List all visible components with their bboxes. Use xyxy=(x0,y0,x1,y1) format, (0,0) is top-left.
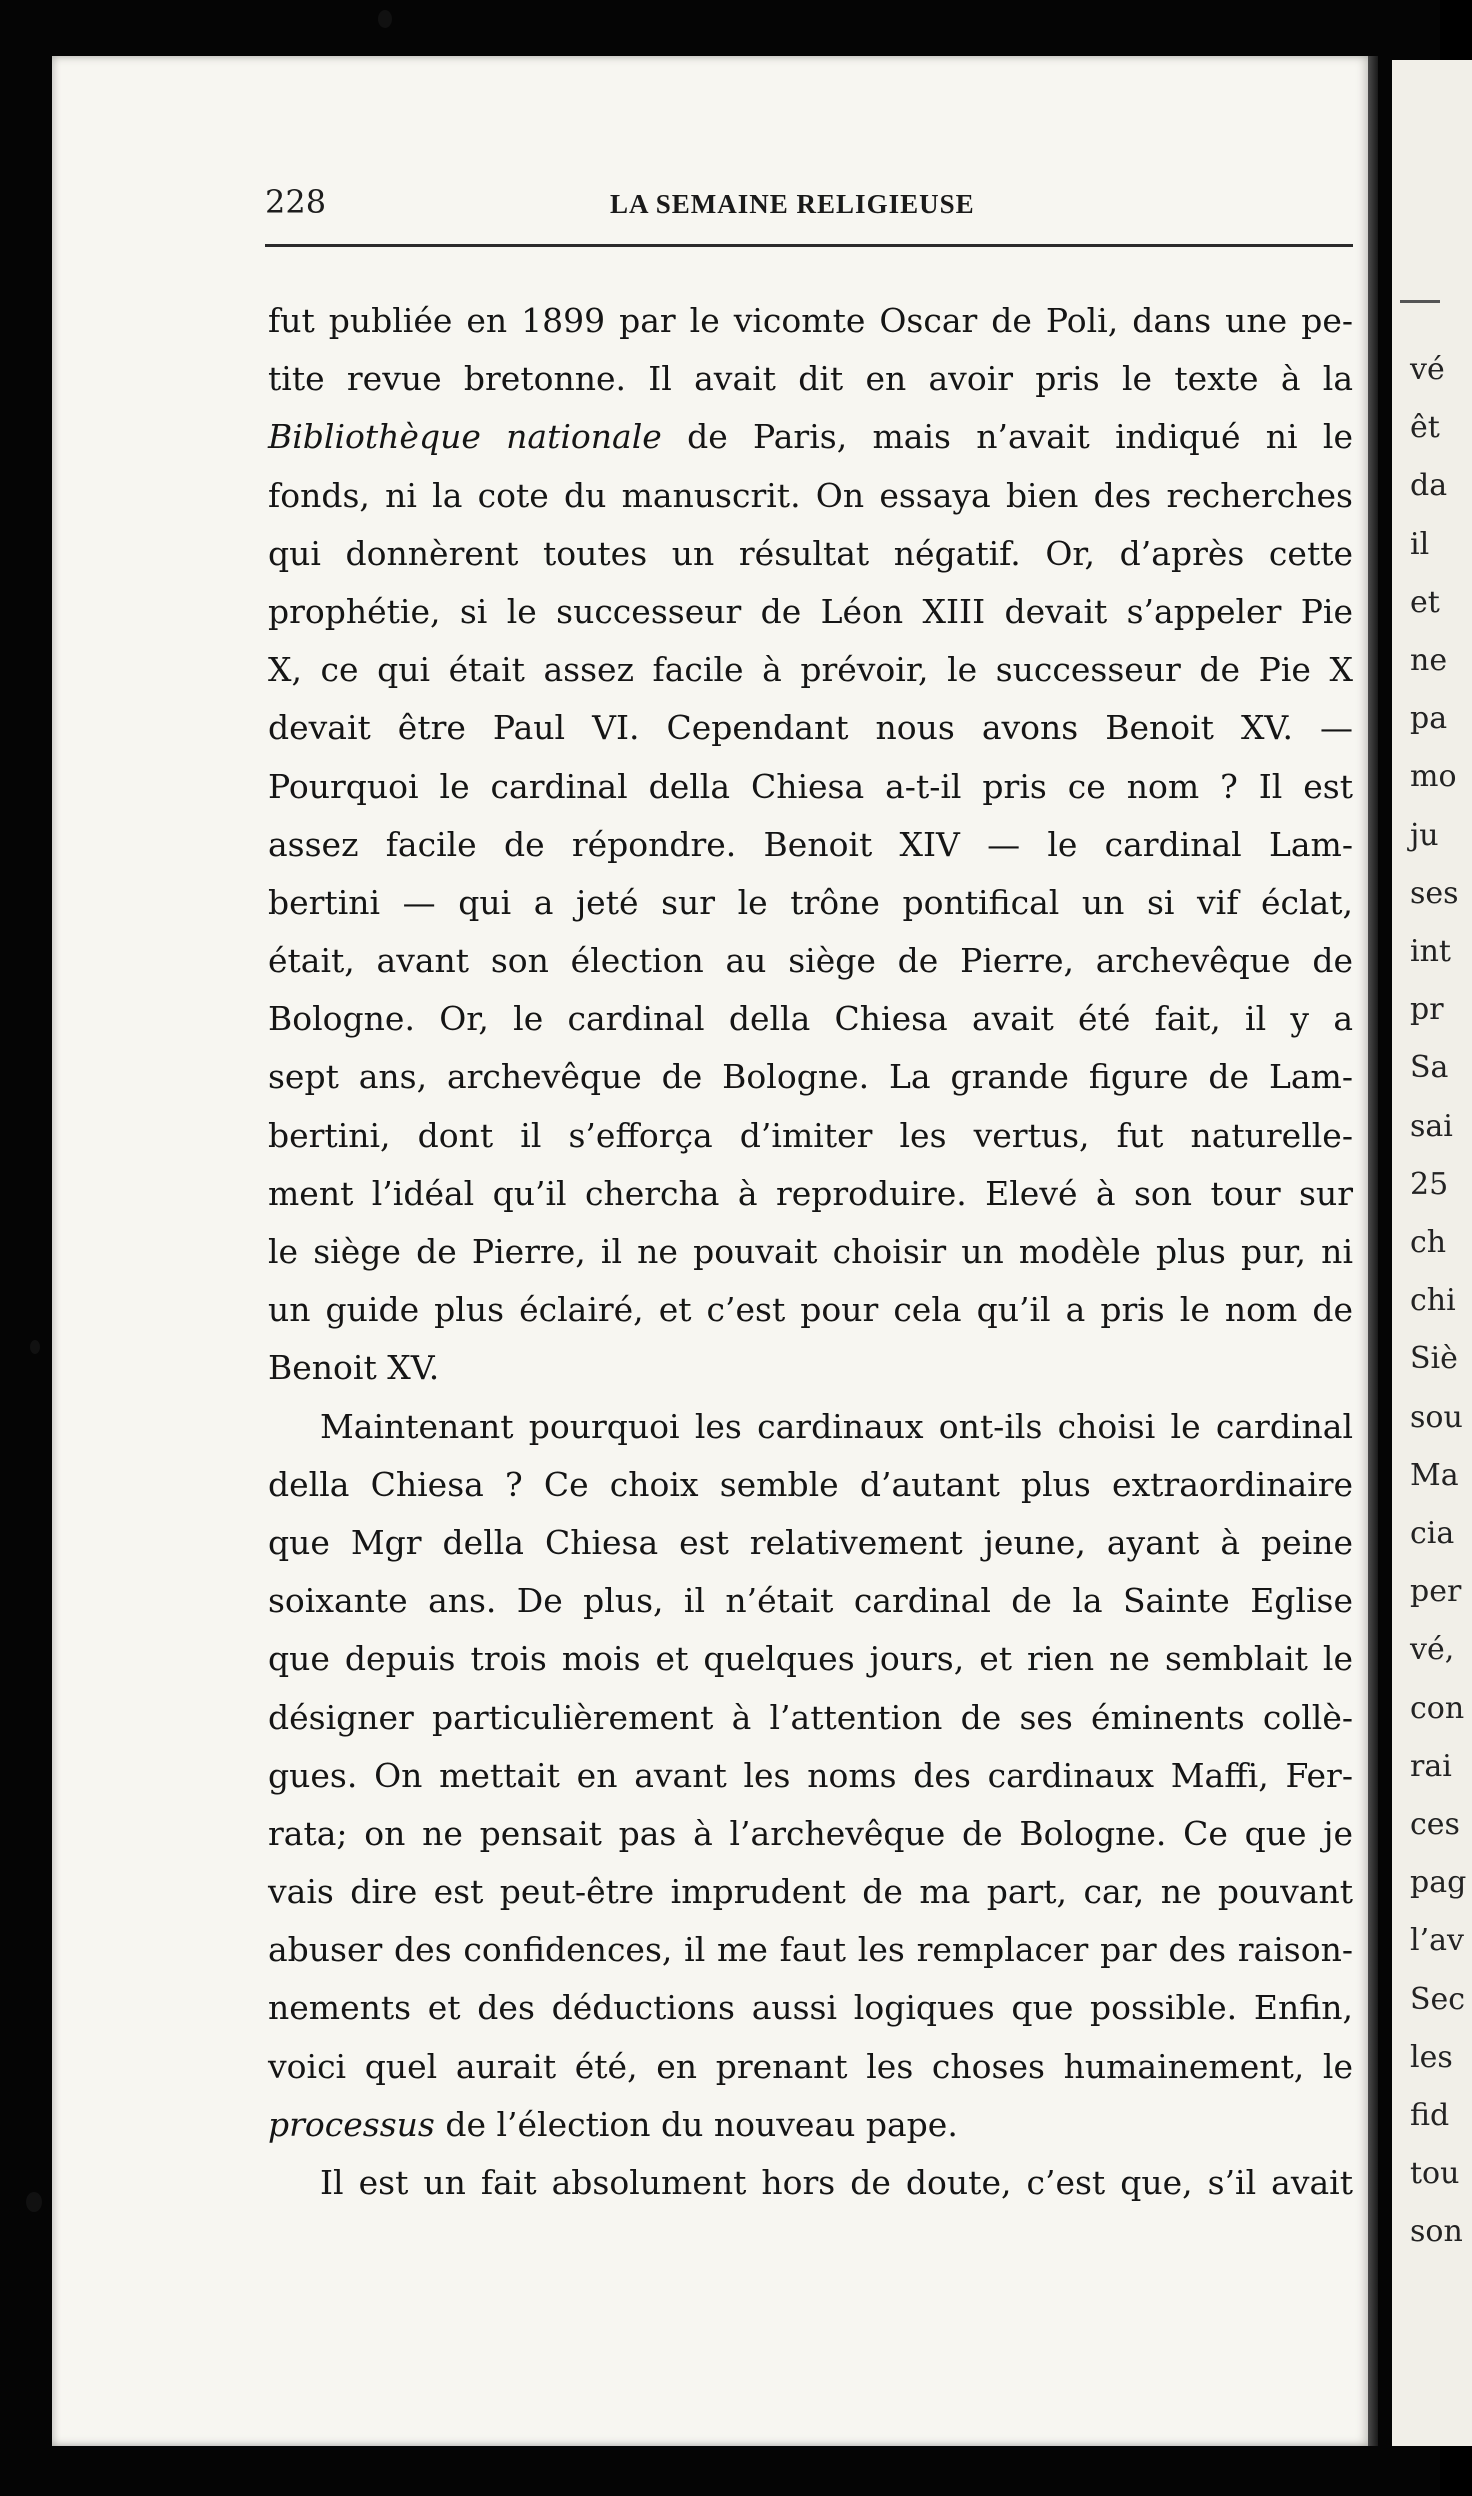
facing-page-fragment: ju xyxy=(1410,817,1439,853)
text-segment: tite revue bretonne. Il avait dit en avoir pris le texte à la xyxy=(268,359,1353,399)
text-segment: assez facile de répondre. Benoit XIV — le cardinal Lam- xyxy=(268,824,1353,864)
facing-page-fragment: rai xyxy=(1410,1748,1452,1784)
text-line xyxy=(268,1572,1353,1630)
facing-page-fragment: Siè xyxy=(1410,1341,1458,1377)
facing-page-fragment: les xyxy=(1410,2039,1453,2075)
facing-page-fragment: chi xyxy=(1410,1283,1456,1319)
text-segment: de l’élection du nouveau pape. xyxy=(434,2104,958,2144)
facing-page-fragment: 25 xyxy=(1410,1166,1449,1202)
text-line xyxy=(268,2154,1353,2212)
facing-page-strip xyxy=(1392,60,1472,2446)
text-line xyxy=(268,583,1353,641)
text-segment: bertini, dont il s’efforça d’imiter les vertus, fut naturelle- xyxy=(268,1115,1353,1155)
text-segment: que depuis trois mois et quelques jours, et rien ne semblait le xyxy=(268,1639,1353,1679)
facing-page-fragment: fid xyxy=(1410,2098,1450,2133)
facing-page-rule xyxy=(1400,300,1440,303)
text-line xyxy=(268,1514,1353,1572)
facing-page-fragment: êt xyxy=(1410,410,1440,446)
facing-page-fragment: Sa xyxy=(1410,1050,1449,1086)
text-segment: fonds, ni la cote du manuscrit. On essaya bien des recherches xyxy=(268,475,1353,515)
facing-page-fragment: tou xyxy=(1410,2156,1460,2192)
running-title: LA SEMAINE RELIGIEUSE xyxy=(610,189,975,219)
text-segment: était, avant son élection au siège de Pierre, archevêque de xyxy=(268,941,1353,981)
text-segment: un guide plus éclairé, et c’est pour cela qu’il a pris le nom de xyxy=(268,1290,1353,1330)
text-segment: X, ce qui était assez facile à prévoir, le successeur de Pie X xyxy=(268,650,1353,690)
scan-speck xyxy=(378,10,392,28)
italic-text: processus xyxy=(268,2104,435,2144)
facing-page-fragment: vé xyxy=(1410,352,1445,387)
text-line xyxy=(268,350,1353,408)
facing-page-fragment: pa xyxy=(1410,701,1448,737)
text-segment: désigner particulièrement à l’attention de ses éminents collè- xyxy=(268,1697,1353,1737)
facing-page-fragment: sai xyxy=(1410,1108,1453,1144)
facing-page-fragment: per xyxy=(1410,1574,1462,1610)
text-segment: Bologne. Or, le cardinal della Chiesa avait été fait, il y a xyxy=(268,999,1353,1039)
facing-page-fragment: int xyxy=(1410,934,1451,969)
text-line xyxy=(268,1339,1353,1397)
text-line xyxy=(268,292,1353,350)
text-segment: nements et des déductions aussi logiques que possible. Enfin, xyxy=(268,1988,1353,2028)
text-segment: Maintenant pourquoi les cardinaux ont-ils choisi le cardinal xyxy=(320,1406,1353,1446)
text-line xyxy=(268,1398,1353,1456)
text-line xyxy=(268,1805,1353,1863)
text-segment: Benoit XV. xyxy=(268,1348,440,1388)
text-segment: Il est un fait absolument hors de doute, c’est que, s’il avait xyxy=(320,2163,1353,2202)
text-segment: sept ans, archevêque de Bologne. La grande figure de Lam- xyxy=(268,1057,1353,1097)
facing-page-fragment: son xyxy=(1410,2214,1463,2250)
facing-page-fragment: cia xyxy=(1410,1516,1455,1551)
facing-page-fragment: Sec xyxy=(1410,1981,1466,2017)
text-segment: soixante ans. De plus, il n’était cardinal de la Sainte Eglise xyxy=(268,1581,1353,1621)
text-line xyxy=(268,990,1353,1048)
page-number: 228 xyxy=(265,183,327,221)
text-segment: vais dire est peut-être imprudent de ma part, car, ne pouvant xyxy=(268,1872,1353,1912)
text-segment: ment l’idéal qu’il chercha à reproduire. Elevé à son tour sur xyxy=(268,1173,1353,1213)
facing-page-fragment: Ma xyxy=(1410,1457,1459,1493)
text-line xyxy=(268,1107,1353,1165)
facing-page-fragment: il xyxy=(1410,526,1430,562)
text-line xyxy=(268,1979,1353,2037)
text-line xyxy=(268,1456,1353,1514)
italic-text: Bibliothèque nationale xyxy=(268,417,662,457)
facing-page-fragment: pag xyxy=(1410,1865,1467,1901)
text-segment: bertini — qui a jeté sur le trône pontifical un si vif éclat, xyxy=(268,882,1353,922)
text-line xyxy=(268,699,1353,757)
facing-page-fragment: pr xyxy=(1410,992,1444,1028)
facing-page-fragment: vé, xyxy=(1410,1632,1455,1668)
text-line xyxy=(268,1048,1353,1106)
text-line xyxy=(268,1281,1353,1339)
page-gutter-edge xyxy=(1368,56,1378,2446)
page-header xyxy=(265,183,1353,233)
text-line xyxy=(268,932,1353,990)
text-segment: de Paris, mais n’avait indiqué ni le xyxy=(661,417,1353,457)
text-line xyxy=(268,1223,1353,1281)
text-line xyxy=(268,525,1353,583)
facing-page-fragment: da xyxy=(1410,468,1448,504)
header-rule xyxy=(265,244,1353,247)
text-segment: gues. On mettait en avant les noms des cardinaux Maffi, Fer- xyxy=(268,1755,1353,1795)
scan-speck xyxy=(26,2192,42,2212)
facing-page-fragment: ne xyxy=(1410,643,1448,678)
body-text xyxy=(268,292,1353,2212)
text-line xyxy=(268,874,1353,932)
text-segment: della Chiesa ? Ce choix semble d’autant plus extraordinaire xyxy=(268,1464,1353,1504)
text-line xyxy=(268,1165,1353,1223)
facing-page-fragment: et xyxy=(1410,584,1440,620)
facing-page-fragment: ses xyxy=(1410,875,1459,911)
text-line xyxy=(268,1689,1353,1747)
facing-page-fragment: mo xyxy=(1410,759,1457,795)
facing-page-fragment: con xyxy=(1410,1690,1465,1726)
text-line xyxy=(268,2096,1353,2154)
text-line xyxy=(268,467,1353,525)
facing-page-fragment: ch xyxy=(1410,1225,1447,1260)
text-segment: abuser des confidences, il me faut les remplacer par des raison- xyxy=(268,1930,1353,1970)
text-line xyxy=(268,1863,1353,1921)
text-segment: prophétie, si le successeur de Léon XIII devait s’appeler Pie xyxy=(268,591,1353,631)
text-line xyxy=(268,1630,1353,1688)
text-segment: fut publiée en 1899 par le vicomte Oscar de Poli, dans une pe- xyxy=(268,301,1353,340)
facing-page-fragment: l’av xyxy=(1410,1923,1464,1959)
text-line xyxy=(268,641,1353,699)
text-line xyxy=(268,408,1353,466)
facing-page-fragment: ces xyxy=(1410,1807,1460,1842)
text-segment: qui donnèrent toutes un résultat négatif. Or, d’après cette xyxy=(268,533,1353,573)
text-line xyxy=(268,1921,1353,1979)
text-segment: que Mgr della Chiesa est relativement jeune, ayant à peine xyxy=(268,1522,1353,1562)
text-segment: devait être Paul VI. Cependant nous avons Benoit XV. — xyxy=(268,708,1353,748)
text-line xyxy=(268,1747,1353,1805)
scan-speck xyxy=(30,1340,40,1354)
text-line xyxy=(268,816,1353,874)
text-line xyxy=(268,758,1353,816)
text-segment: rata; on ne pensait pas à l’archevêque de Bologne. Ce que je xyxy=(268,1813,1353,1853)
facing-page-fragment: sou xyxy=(1410,1399,1463,1435)
text-line xyxy=(268,2038,1353,2096)
text-segment: Pourquoi le cardinal della Chiesa a-t-il pris ce nom ? Il est xyxy=(268,766,1353,806)
text-segment: le siège de Pierre, il ne pouvait choisir un modèle plus pur, ni xyxy=(268,1232,1353,1271)
text-segment: voici quel aurait été, en prenant les choses humainement, le xyxy=(268,2046,1353,2086)
